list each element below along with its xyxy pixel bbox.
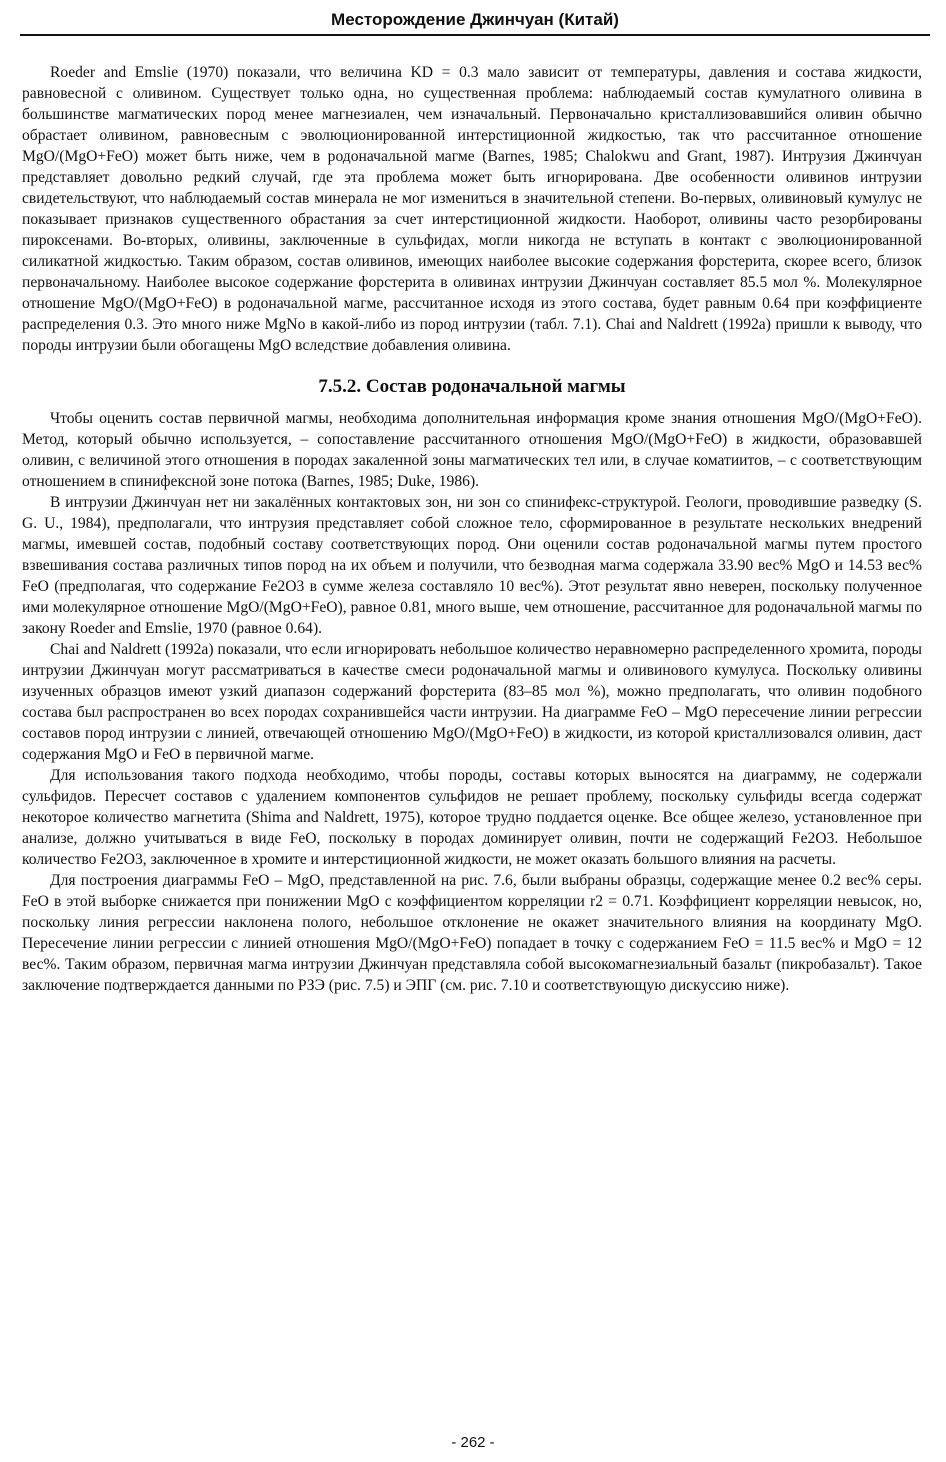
body-text xyxy=(22,62,922,996)
running-header xyxy=(20,10,930,36)
paragraph: Chai and Naldrett (1992a) показали, что если игнорировать небольшое количество неравномерно распределенного хромита, породы интрузии Джинчуан могут рассматриваться в качестве смеси родоначальной магмы и оливинового кумулуса. Поскольку оливины изученных образцов имеют узкий диапазон содержаний форстерита (83–85 мол %), можно предполагать, что оливин подобного состава был распространен во всех породах сохранившейся части интрузии. На диаграмме FeO – MgO пересечение линии регрессии составов пород интрузии с линией, отвечающей отношению MgO/(MgO+FeO) в жидкости, из которой кристаллизовался оливин, даст содержания MgO и FeO в первичной магме. xyxy=(22,641,922,763)
paragraph: Для использования такого подхода необходимо, чтобы породы, составы которых выносятся на диаграмму, не содержали сульфидов. Пересчет составов с удалением компонентов сульфидов не решает проблему, поскольку сульфиды всегда содержат некоторое количество магнетита (Shima and Naldrett, 1975), которое трудно поддается оценке. Все общее железо, установленное при анализе, должно учитываться в виде FeO, поскольку в породах доминирует оливин, почти не содержащий Fe2O3. Небольшое количество Fe2O3, заключенное в хромите и интерстиционной жидкости, не может оказать большого влияния на расчеты. xyxy=(22,767,922,868)
paragraph: Roeder and Emslie (1970) показали, что величина KD = 0.3 мало зависит от температуры, давления и состава жидкости, равновесной с оливином. Существует только одна, но существенная проблема: наблюдаемый состав кумулатного оливина в большинстве магматических пород менее магнезиален, чем изначальный. Первоначально кристаллизовавшийся оливин обычно обрастает оливином, равновесным с эволюционированной интерстиционной жидкостью, так что рассчитанное отношение MgO/(MgO+FeO) может быть ниже, чем в родоначальной магме (Barnes, 1985; Chalokwu and Grant, 1987). Интрузия Джинчуан представляет довольно редкий случай, где эта проблема может быть игнорирована. Две особенности оливинов интрузии свидетельствуют, что наблюдаемый состав минерала не мог измениться в значительной степени. Во-первых, оливиновый кумулус не показывает признаков существенного обрастания за счет интерстиционной жидкости. Наоборот, оливины часто резорбированы пироксенами. Во-вторых, оливины, заключенные в сульфидах, могли никогда не вступать в контакт с эволюционированной силикатной жидкостью. Таким образом, состав оливинов, имеющих наиболее высокие содержания форстерита, скорее всего, близок первоначальному. Наиболее высокое содержание форстерита в оливинах интрузии Джинчуан составляет 85.5 мол %. Молекулярное отношение MgO/(MgO+FeO) в родоначальной магме, рассчитанное исходя из этого состава, будет равным 0.64 при коэффициенте распределения 0.3. Это много ниже MgNo в какой-либо из пород интрузии (табл. 7.1). Chai and Naldrett (1992a) пришли к выводу, что породы интрузии были обогащены MgO вследствие добавления оливина. xyxy=(22,64,922,354)
running-header-title: Месторождение Джинчуан (Китай) xyxy=(331,10,619,29)
section-heading: 7.5.2. Состав родоначальной магмы xyxy=(318,376,626,397)
paragraph: Чтобы оценить состав первичной магмы, необходима дополнительная информация кроме знания отношения MgO/(MgO+FeO). Метод, который обычно используется, – сопоставление рассчитанного отношения MgO/(MgO+FeO) в жидкости, образовавшей оливин, с величиной этого отношения в породах закаленной зоны магматических тел или, в случае коматиитов, – с соответствующим отношением в спинифексной зоне потока (Barnes, 1985; Duke, 1986). xyxy=(22,410,922,490)
page-number: - 262 - xyxy=(451,1434,495,1451)
paragraph: Для построения диаграммы FeO – MgO, представленной на рис. 7.6, были выбраны образцы, содержащие менее 0.2 вес% серы. FeO в этой выборке снижается при понижении MgO с коэффициентом корреляции r2 = 0.71. Коэффициент корреляции невысок, но, поскольку линия регрессии наклонена полого, небольшое отклонение не окажет значительного влияния на координату MgO. Пересечение линии регрессии с линией отношения MgO/(MgO+FeO) попадает в точку с содержанием FeO = 11.5 вес% и MgO = 12 вес%. Таким образом, первичная магма интрузии Джинчуан представляла собой высокомагнезиальный базальт (пикробазальт). Такое заключение подтверждается данными по РЗЭ (рис. 7.5) и ЭПГ (см. рис. 7.10 и соответствующую дискуссию ниже). xyxy=(22,872,922,994)
paragraph: В интрузии Джинчуан нет ни закалённых контактовых зон, ни зон со спинифекс-структурой. Геологи, проводившие разведку (S. G. U., 1984), предполагали, что интрузия представляет собой сложное тело, сформированное в результате нескольких внедрений магмы, имевшей состав, подобный составу соответствующих пород. Они оценили состав родоначальной магмы путем простого взвешивания состава различных типов пород на их объем и получили, что безводная магма содержала 33.90 вес% MgO и 14.53 вес% FeO (предполагая, что содержание Fe2O3 в сумме железа составляло 10 вес%). Этот результат явно неверен, поскольку полученное ими молекулярное отношение MgO/(MgO+FeO), равное 0.81, много выше, чем отношение, рассчитанное для родоначальной магмы по закону Roeder and Emslie, 1970 (равное 0.64). xyxy=(22,494,922,637)
